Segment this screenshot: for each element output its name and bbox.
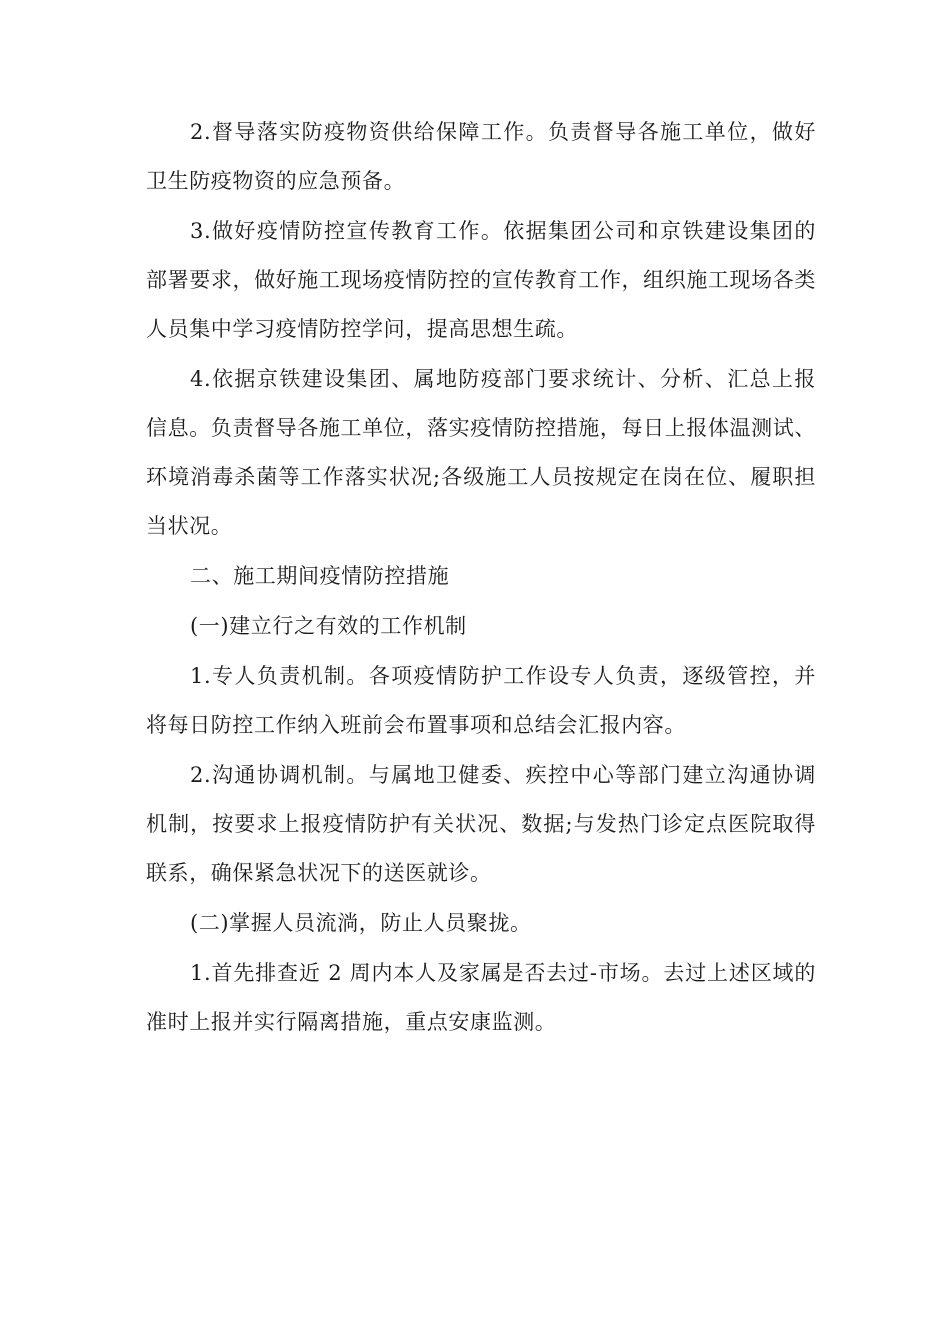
paragraph-responsible-person: 1.专人负责机制。各项疫情防护工作设专人负责，逐级管控，并将每日防控工作纳入班前会布置事项和总结会汇报内容。 <box>146 664 816 737</box>
document-body <box>146 108 816 1048</box>
subsection-heading-personnel-flow: (二)掌握人员流淌，防止人员聚拢。 <box>190 911 532 935</box>
paragraph-publicity-education: 3.做好疫情防控宣传教育工作。依据集团公司和京铁建设集团的部署要求，做好施工现场疫情防控的宣传教育工作，组织施工现场各类人员集中学习疫情防控学问，提高思想生疏。 <box>146 219 816 341</box>
paragraph-supply-guarantee: 2.督导落实防疫物资供给保障工作。负责督导各施工单位，做好卫生防疫物资的应急预备。 <box>146 120 816 193</box>
paragraph-info-reporting: 4.依据京铁建设集团、属地防疫部门要求统计、分析、汇总上报信息。负责督导各施工单位，落实疫情防控措施，每日上报体温测试、环境消毒杀菌等工作落实状况;各级施工人员按规定在岗在位、履职担当状况。 <box>146 367 816 538</box>
paragraph-coordination: 2.沟通协调机制。与属地卫健委、疾控中心等部门建立沟通协调机制，按要求上报疫情防护有关状况、数据;与发热门诊定点医院取得联系，确保紧急状况下的送医就诊。 <box>146 763 816 885</box>
subsection-heading-work-mechanism: (一)建立行之有效的工作机制 <box>190 614 467 638</box>
paragraph-screening: 1.首先排查近 2 周内本人及家属是否去过-市场。去过上述区域的准时上报并实行隔离措施，重点安康监测。 <box>146 961 816 1034</box>
section-heading-prevention-measures: 二、施工期间疫情防控措施 <box>190 564 450 588</box>
